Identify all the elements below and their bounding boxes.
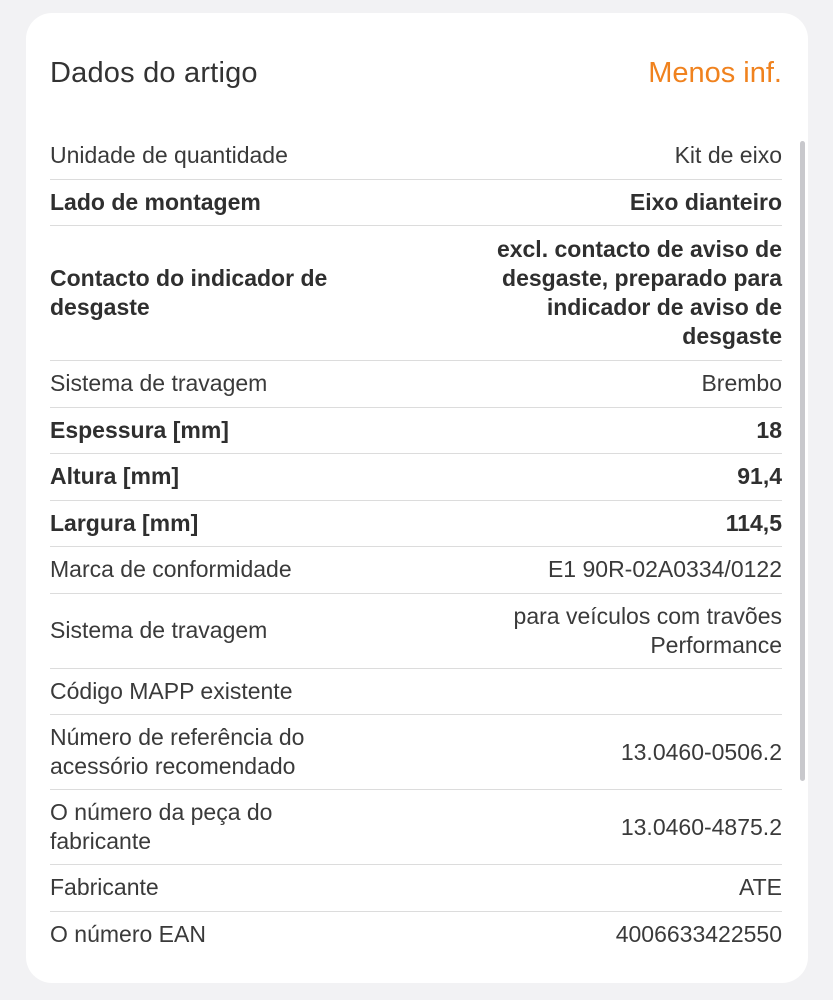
attribute-row	[50, 715, 782, 790]
attribute-row	[50, 408, 782, 455]
attribute-row	[50, 594, 782, 669]
attribute-value: 13.0460-0506.2	[620, 738, 782, 765]
attribute-row	[50, 865, 782, 912]
attribute-label: Contacto do indicador de desgaste	[50, 265, 328, 320]
attribute-row	[50, 790, 782, 865]
attribute-row	[50, 226, 782, 361]
attribute-label: Lado de montagem	[50, 188, 261, 215]
attribute-value: 18	[756, 416, 782, 443]
attribute-row	[50, 180, 782, 227]
attribute-row	[50, 501, 782, 548]
attribute-row	[50, 669, 782, 716]
less-info-link[interactable]: Menos inf.	[648, 56, 782, 89]
attribute-label: Marca de conformidade	[50, 556, 292, 583]
attribute-value: Eixo dianteiro	[629, 188, 782, 215]
card-header	[50, 13, 782, 133]
attribute-label: Altura [mm]	[50, 463, 180, 490]
attribute-row	[50, 547, 782, 594]
attribute-value: 114,5	[725, 509, 782, 536]
attribute-label: Largura [mm]	[50, 509, 199, 536]
attribute-value: 91,4	[737, 463, 782, 490]
attribute-value: Kit de eixo	[674, 142, 782, 169]
attribute-row	[50, 454, 782, 501]
card-title: Dados do artigo	[50, 56, 258, 89]
attribute-label: Código MAPP existente	[50, 677, 293, 704]
attribute-label: Unidade de quantidade	[50, 142, 288, 169]
attribute-value: Brembo	[701, 370, 782, 397]
attribute-value: para veículos com travões Performance	[513, 602, 782, 658]
attribute-value: excl. contacto de aviso de desgaste, preparado para indicador de aviso de desgaste	[496, 236, 782, 349]
attribute-label: Número de referência do acessório recomendado	[50, 724, 305, 779]
attribute-row	[50, 912, 782, 959]
vertical-scrollbar[interactable]	[800, 141, 805, 781]
attributes-list	[50, 133, 782, 958]
attribute-label: Espessura [mm]	[50, 416, 229, 443]
attribute-label: O número da peça do fabricante	[50, 799, 273, 854]
attribute-value: 13.0460-4875.2	[620, 813, 782, 840]
attribute-value: 4006633422550	[615, 921, 782, 948]
attribute-label: O número EAN	[50, 921, 206, 948]
attribute-value: E1 90R-02A0334/0122	[547, 556, 782, 583]
article-data-card	[26, 13, 808, 983]
attribute-row	[50, 133, 782, 180]
attribute-value: ATE	[738, 874, 782, 901]
attribute-label: Sistema de travagem	[50, 617, 268, 643]
attribute-label: Fabricante	[50, 874, 159, 901]
attribute-label: Sistema de travagem	[50, 370, 268, 397]
attribute-row	[50, 361, 782, 408]
